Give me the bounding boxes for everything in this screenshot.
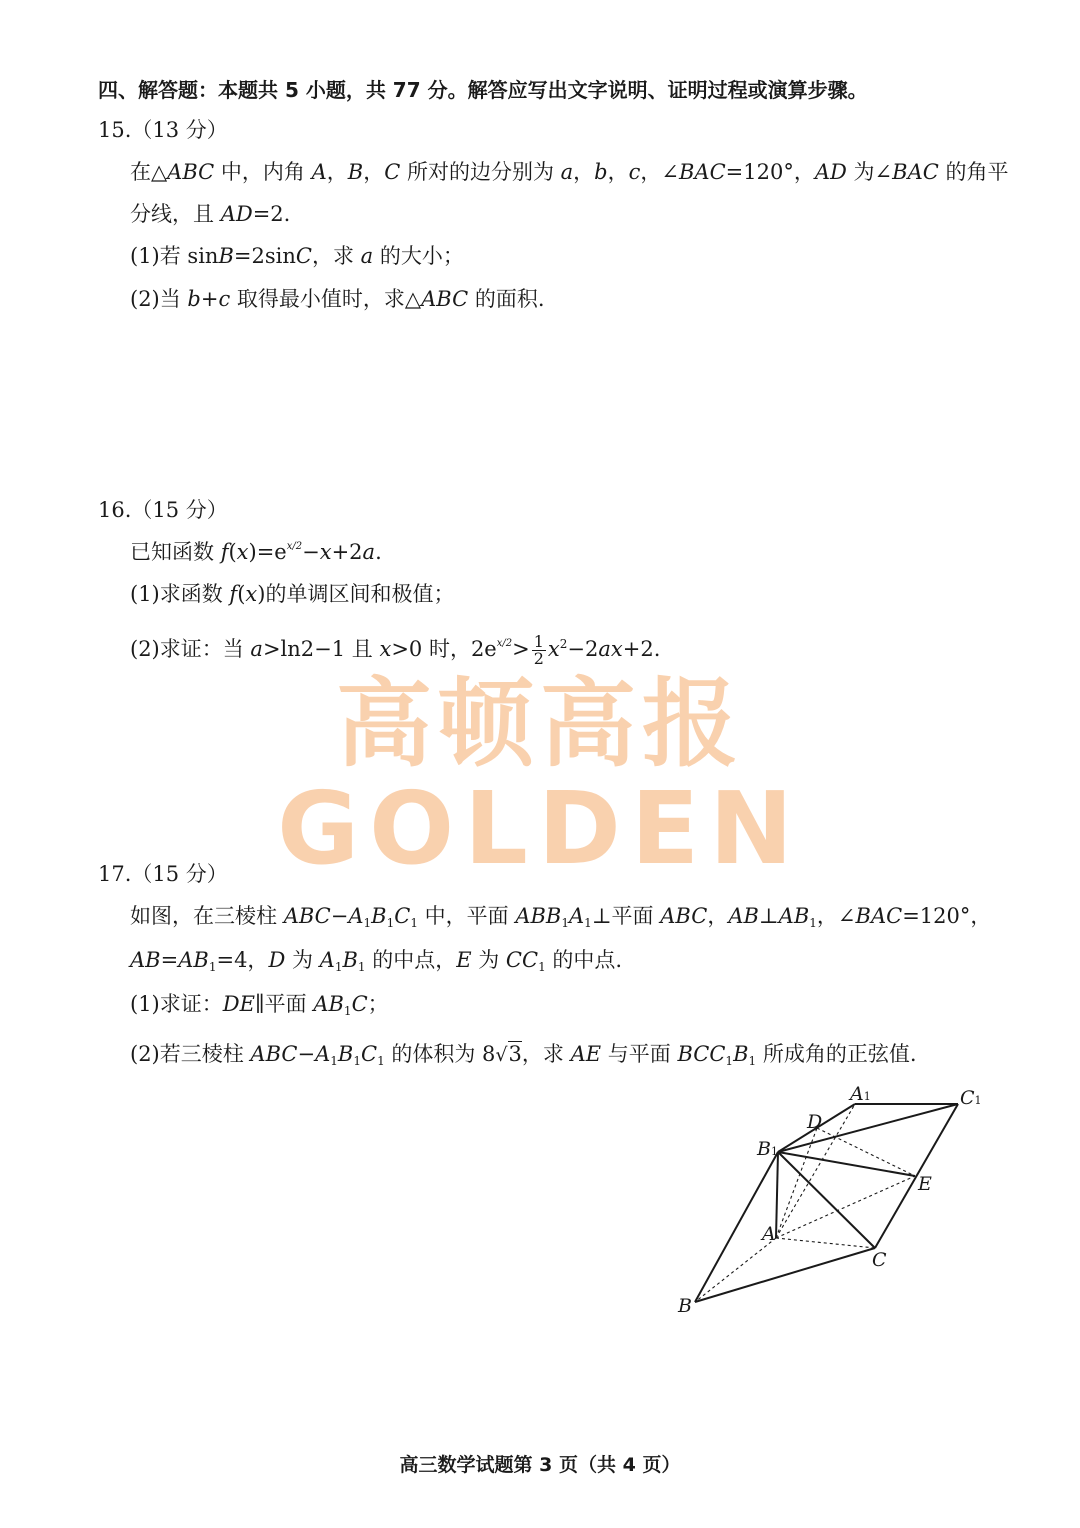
label-a1: A1 <box>850 1083 871 1105</box>
label-d: D <box>807 1111 823 1133</box>
q16-number: 16.（15 分） <box>98 498 228 522</box>
q15-part2: (2)当 b+c 取得最小值时，求△ABC 的面积. <box>130 287 545 311</box>
edge-bc <box>695 1248 875 1302</box>
triangular-prism-figure <box>660 1080 1000 1320</box>
label-a: A <box>762 1223 776 1245</box>
watermark-chinese: 高顿高报 <box>336 668 744 780</box>
label-b: B <box>678 1295 692 1317</box>
edge-b1c1 <box>778 1104 958 1152</box>
watermark-english: GOLDEN <box>277 770 803 887</box>
q15-number: 15.（13 分） <box>98 118 228 142</box>
q16-part2: (2)求证：当 a>ln2−1 且 x>0 时，$2e^{x/2}>$ $\frac{1}{2}$ $x^2-2ax+2$. <box>130 632 661 668</box>
q16-stem: 已知函数 $f(x)=e^{x/2}-x+2a$. <box>130 540 382 564</box>
q17-part1: (1)求证：DE∥平面 $AB_1C$； <box>130 992 389 1018</box>
one-half-fraction: $\frac{1}{2}$ <box>533 632 544 668</box>
q15-part1: (1)若 sinB=2sinC，求 a 的大小； <box>130 244 464 268</box>
q15-stem-line2: 分线，且 AD=2. <box>130 202 291 226</box>
hidden-edge-ac <box>776 1238 875 1248</box>
page-footer: 高三数学试题第 3 页（共 4 页） <box>399 1454 681 1476</box>
section-header: 四、解答题：本题共 5 小题，共 77 分。解答应写出文字说明、证明过程或演算步骤。 <box>98 78 868 102</box>
label-c1: C1 <box>960 1087 982 1109</box>
q16-part1: (1)求函数 f(x)的单调区间和极值； <box>130 582 455 606</box>
hidden-edge-ad <box>776 1128 817 1238</box>
label-b1: B1 <box>757 1138 778 1160</box>
q17-number: 17.（15 分） <box>98 862 228 886</box>
label-c: C <box>872 1249 887 1271</box>
hidden-edge-ab <box>695 1238 776 1302</box>
label-e: E <box>918 1173 932 1195</box>
q15-stem-line1: 在△ABC 中，内角 A，B，C 所对的边分别为 a，b，c，∠BAC=120°，AD 为∠BAC 的角平 <box>130 160 1009 184</box>
edge-c1c <box>875 1104 958 1248</box>
q17-stem-line2: $AB=AB_1=4$，D 为 $A_1B_1$ 的中点，E 为 $CC_1$ 的中点. <box>130 948 623 974</box>
segment-de <box>817 1128 915 1176</box>
hidden-edge-ae <box>776 1176 915 1238</box>
q17-part2: (2)若三棱柱 $ABC-A_1B_1C_1$ 的体积为 8√3，求 AE 与平面 $BCC_1B_1$ 所成角的正弦值. <box>130 1042 917 1068</box>
q17-stem-line1: 如图，在三棱柱 $ABC-A_1B_1C_1$ 中，平面 $ABB_1A_1\perp$平面 ABC，$AB\perp AB_1$，∠BAC=120°， <box>130 904 992 930</box>
edge-b1a <box>776 1152 778 1238</box>
